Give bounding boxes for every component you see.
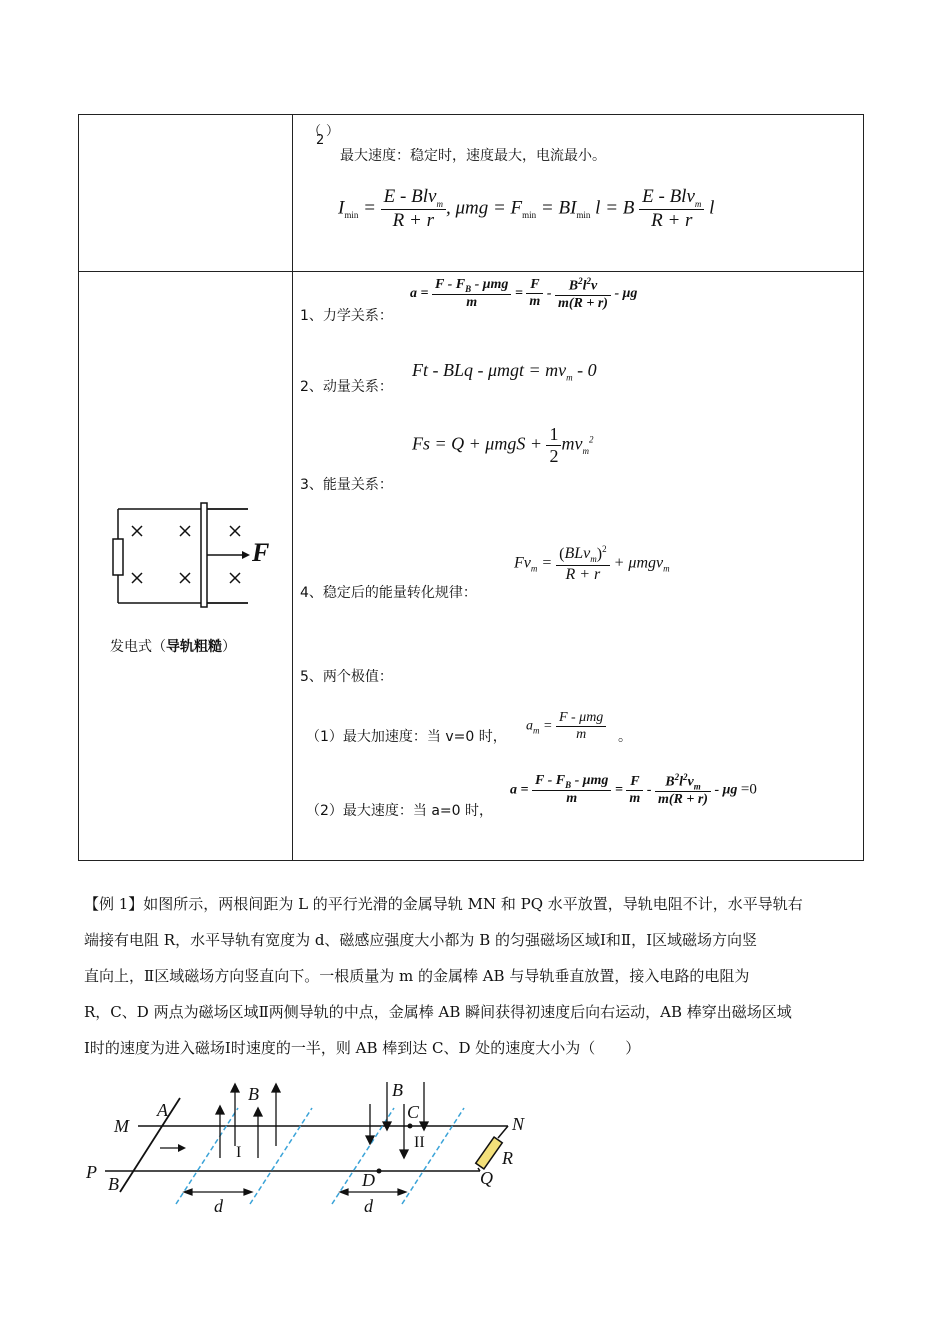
item-steady-energy: 4、稳定后的能量转化规律：	[300, 585, 477, 601]
row1-digit: 2	[316, 133, 325, 148]
label-d1: d	[214, 1196, 223, 1216]
formula-max-acceleration: $a_m$ = $\frac{\text{F - μmg}}{m}$	[526, 710, 606, 743]
sub-max-acceleration	[306, 726, 507, 746]
formula-momentum: Ft - BLq - $\mu mgt = mv_m - 0$	[412, 360, 597, 383]
caption-suffix: ）	[222, 639, 236, 655]
rails-figure	[80, 1076, 540, 1251]
caption-prefix: 发电式（	[110, 639, 166, 655]
example-line-1: 【例 1】如图所示，两根间距为 L 的平行光滑的金属导轨 MN 和 PQ 水平放置，导轨电阻不计，水平导轨右	[84, 895, 803, 913]
formula-steady-energy: $Fv_m$ = $\frac{(BLv_m)^2}{R + r}$ + μmgv$_m$	[514, 544, 670, 583]
row1-text: 最大速度：稳定时，速度最大，电流最小。	[340, 148, 606, 164]
example-line-3: 直向上，Ⅱ区域磁场方向竖直向下。一根质量为 m 的金属棒 AB 与导轨垂直放置，接入电路的电阻为	[84, 967, 750, 985]
item-momentum: 2、动量关系：	[300, 379, 393, 395]
label-b2: B	[392, 1080, 403, 1100]
sub-max-velocity: （2）最大速度：当 a=0 时，	[306, 803, 494, 819]
row1-paren-open: （	[308, 124, 322, 139]
label-a: A	[157, 1100, 168, 1120]
point-c	[408, 1124, 413, 1129]
example-line-2: 端接有电阻 R，水平导轨有宽度为 d、磁感应强度大小都为 B 的匀强磁场区域Ⅰ和Ⅱ，Ⅰ区域磁场方向竖	[84, 931, 758, 949]
label-region-2: II	[414, 1134, 425, 1151]
label-d2: d	[364, 1196, 373, 1216]
sub1-text: （1）最大加速度：当 v=0 时，	[306, 729, 507, 745]
example-line-4: R，C、D 两点为磁场区域Ⅱ两侧导轨的中点，金属棒 AB 瞬间获得初速度后向右运动，AB 棒穿出磁场区域	[84, 1003, 792, 1021]
formula-max-velocity: a = $\frac{F - F_B - \mu mg}{m}$ = $\frac{F}{m}$ - $\frac{B^2l^2v_m}{m(R + r)}$ - μg =0	[510, 772, 757, 808]
label-m: M	[114, 1116, 129, 1136]
label-c: C	[407, 1102, 420, 1122]
formula-energy: Fs = Q + μmgS + $\frac{1}{2}$ $mv_m^2$	[412, 424, 594, 466]
force-label: F	[252, 538, 270, 567]
resistor-r	[476, 1137, 503, 1169]
example-paragraph	[84, 886, 884, 1066]
sub1-end: 。	[618, 729, 632, 745]
caption-bold: 导轨粗糙	[166, 639, 222, 655]
label-p: P	[86, 1162, 97, 1182]
formula-acceleration: a = $\frac{F - F_B - \mu mg}{m}$ = $\frac{F}{m}$ - $\frac{B^2l^2v}{m(R + r)}$ - μg	[410, 276, 638, 311]
item-extremes: 5、两个极值：	[300, 669, 393, 685]
label-q: Q	[480, 1168, 493, 1188]
row1-paren-close: ）	[326, 124, 340, 139]
diagram-caption	[110, 636, 236, 656]
row1-number	[308, 120, 325, 154]
label-r: R	[502, 1148, 513, 1168]
formula-imin: $I_{min}$ = $\frac{E - Blv_m}{R + r}$ , $\mu mg = F_{min} = BI_{min}$ l = B $\frac{E - Blv_m}{R + r}$ l	[338, 186, 715, 231]
item-energy: 3、能量关系：	[300, 477, 393, 493]
rod-ab	[120, 1098, 180, 1192]
label-b-rod: B	[108, 1174, 119, 1194]
label-d-point: D	[362, 1170, 375, 1190]
example-line-5: Ⅰ时的速度为进入磁场Ⅰ时速度的一半，则 AB 棒到达 C、D 处的速度大小为（ ）	[84, 1039, 641, 1057]
label-region-1: I	[236, 1144, 242, 1161]
label-n: N	[512, 1114, 525, 1134]
label-b1: B	[248, 1084, 259, 1104]
item-mechanics: 1、力学关系：	[300, 308, 393, 324]
point-d	[377, 1169, 382, 1174]
